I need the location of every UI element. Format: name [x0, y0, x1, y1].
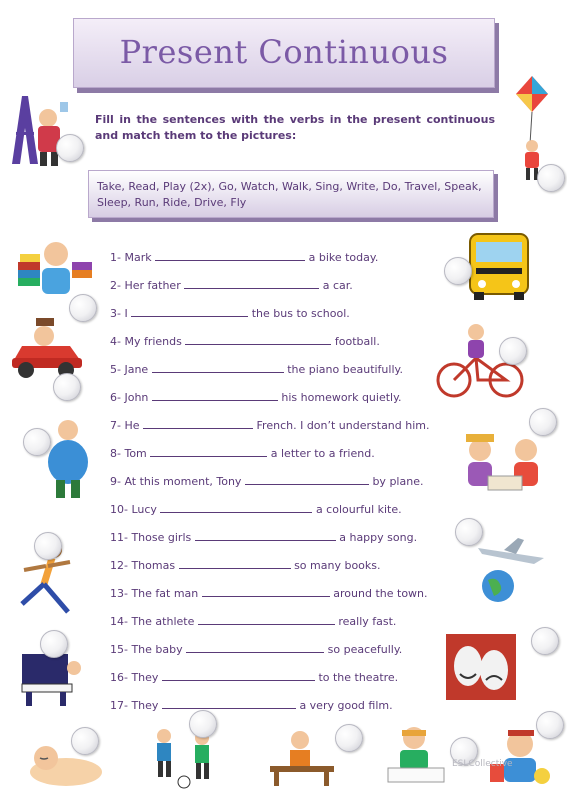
sentence-2: 2- Her father a car. [110, 279, 353, 292]
man-driving-car-picture [8, 316, 84, 382]
answer-circle[interactable] [529, 408, 557, 436]
answer-blank[interactable] [184, 277, 319, 289]
answer-blank[interactable] [150, 445, 267, 457]
answer-blank[interactable] [162, 697, 296, 709]
answer-circle[interactable] [71, 727, 99, 755]
answer-blank[interactable] [185, 333, 331, 345]
answer-blank[interactable] [131, 305, 248, 317]
answer-circle[interactable] [335, 724, 363, 752]
answer-blank[interactable] [155, 249, 305, 261]
answer-circle[interactable] [536, 711, 564, 739]
answer-blank[interactable] [160, 501, 312, 513]
sentence-13: 13- The fat man around the town. [110, 587, 428, 600]
answer-blank[interactable] [179, 557, 291, 569]
theatre-masks-picture [446, 634, 516, 700]
answer-circle[interactable] [53, 373, 81, 401]
sentence-15: 15- The baby so peacefully. [110, 643, 403, 656]
friends-speaking-picture [458, 430, 550, 496]
answer-circle[interactable] [499, 337, 527, 365]
sentence-10: 10- Lucy a colourful kite. [110, 503, 402, 516]
answer-blank[interactable] [152, 389, 278, 401]
boys-playing-football-picture [140, 726, 232, 790]
girl-playing-piano-picture [18, 650, 84, 708]
answer-blank[interactable] [162, 669, 315, 681]
answer-circle[interactable] [189, 710, 217, 738]
title-banner [73, 18, 495, 88]
sentence-14: 14- The athlete really fast. [110, 615, 397, 628]
answer-circle[interactable] [531, 627, 559, 655]
sentence-3: 3- I the bus to school. [110, 307, 350, 320]
answer-circle[interactable] [537, 164, 565, 192]
sentence-16: 16- They to the theatre. [110, 671, 399, 684]
answer-blank[interactable] [152, 361, 284, 373]
answer-circle[interactable] [56, 134, 84, 162]
fat-man-walking-picture [44, 418, 90, 500]
answer-circle[interactable] [455, 518, 483, 546]
answer-blank[interactable] [245, 473, 369, 485]
word-bank-box [88, 170, 494, 218]
sentence-11: 11- Those girls a happy song. [110, 531, 418, 544]
sentence-17: 17- They a very good film. [110, 699, 393, 712]
answer-circle[interactable] [34, 532, 62, 560]
answer-blank[interactable] [186, 641, 324, 653]
boy-writing-picture [384, 724, 448, 786]
sentence-6: 6- John his homework quietly. [110, 391, 402, 404]
answer-circle[interactable] [23, 428, 51, 456]
sentence-5: 5- Jane the piano beautifully. [110, 363, 403, 376]
page-title: Present Continuous [119, 33, 449, 71]
sentence-9: 9- At this moment, Tony by plane. [110, 475, 424, 488]
answer-circle[interactable] [444, 257, 472, 285]
answer-blank[interactable] [143, 417, 253, 429]
plane-globe-picture [474, 536, 556, 606]
school-bus-picture [466, 228, 532, 302]
answer-blank[interactable] [195, 529, 336, 541]
sentence-4: 4- My friends football. [110, 335, 380, 348]
answer-circle[interactable] [40, 630, 68, 658]
sentence-7: 7- He French. I don’t understand him. [110, 419, 430, 432]
answer-blank[interactable] [202, 585, 330, 597]
instructions: Fill in the sentences with the verbs in the present continuous and match them to the pictures: [95, 113, 495, 142]
boy-with-books-picture [16, 232, 94, 302]
sentence-1: 1- Mark a bike today. [110, 251, 379, 264]
sentence-12: 12- Thomas so many books. [110, 559, 381, 572]
woman-at-desk-picture [264, 728, 340, 788]
watermark: ESLCollective [452, 759, 513, 769]
answer-blank[interactable] [198, 613, 335, 625]
sentence-8: 8- Tom a letter to a friend. [110, 447, 375, 460]
answer-circle[interactable] [69, 294, 97, 322]
word-bank: Take, Read, Play (2x), Go, Watch, Walk, Sing, Write, Do, Travel, Speak, Sleep, Run, Ride, Drive, Fly [97, 180, 482, 209]
